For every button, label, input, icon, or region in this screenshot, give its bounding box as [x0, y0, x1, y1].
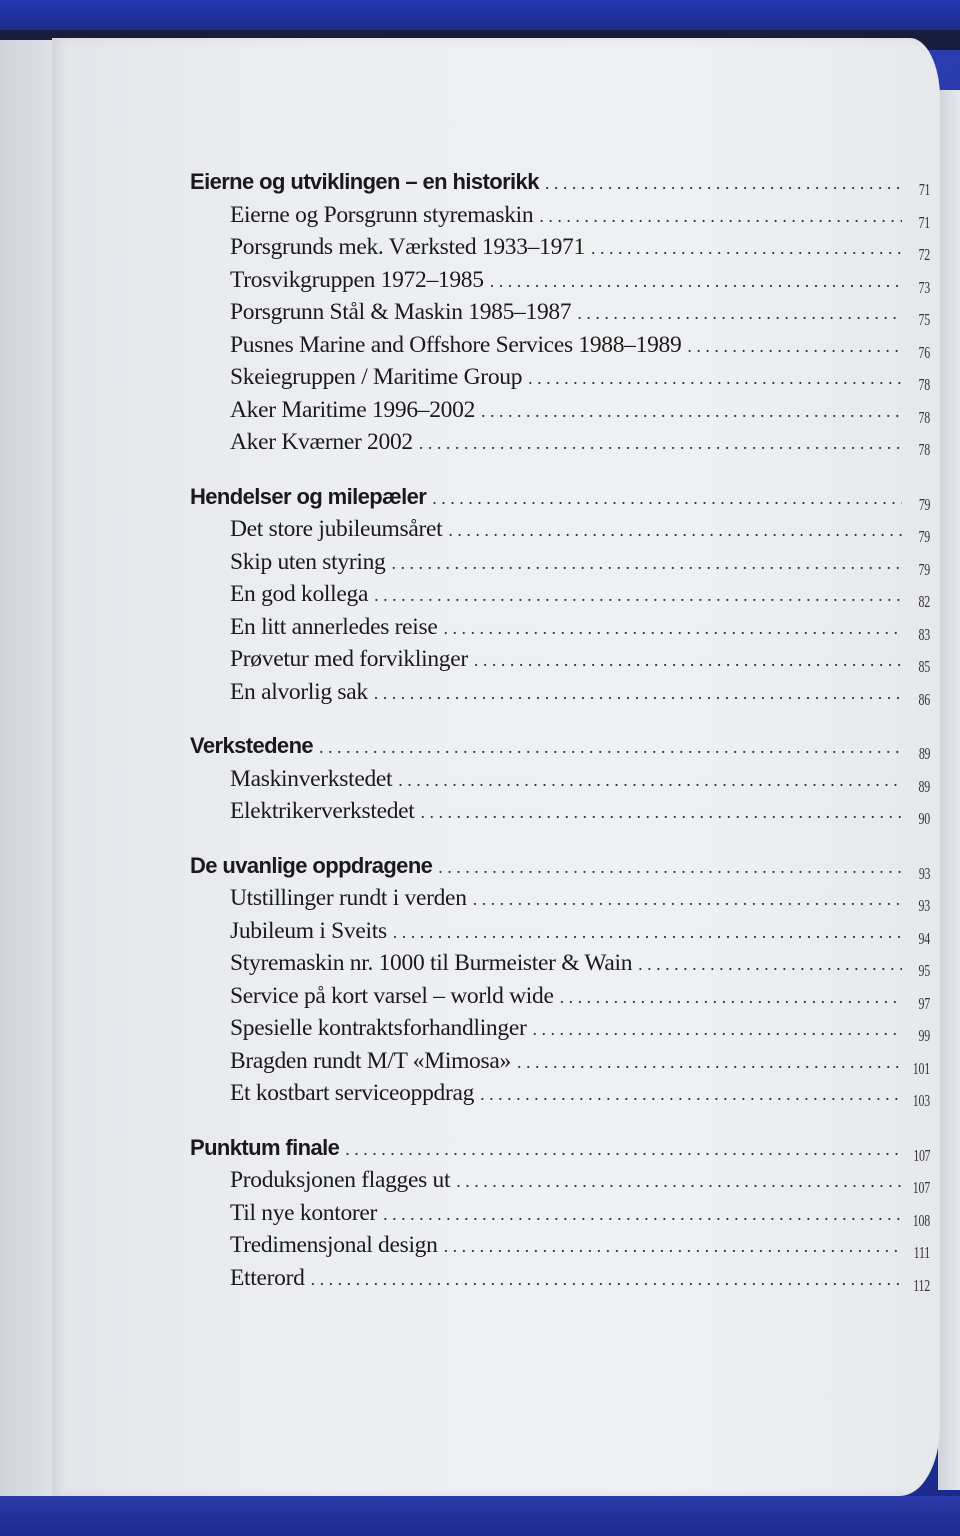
toc-entry: [190, 1045, 930, 1078]
entry-title: Aker Maritime 1996–2002: [230, 396, 476, 423]
previous-page-edge: [0, 40, 60, 1500]
entry-title: Tredimensjonal design: [230, 1232, 438, 1258]
toc-section: [190, 850, 930, 1110]
leader-dots: [444, 1230, 902, 1263]
entry-title: En litt annerledes reise: [230, 613, 438, 640]
page-stack-edge: [938, 90, 960, 1490]
page-number: 94: [918, 928, 930, 948]
page-number: 108: [912, 1210, 930, 1230]
entry-title: Utstillinger rundt i verden: [230, 885, 467, 911]
toc-entry: [190, 426, 930, 459]
page-number: 78: [918, 407, 930, 427]
leader-dots: [577, 297, 902, 330]
toc-entry: [190, 1197, 930, 1230]
page-number: 75: [918, 310, 930, 329]
page-number: 103: [912, 1091, 930, 1110]
section-title: Hendelser og milepæler: [190, 483, 427, 509]
toc-entry: [190, 611, 930, 644]
entry-title: Trosvikgruppen 1972–1985: [230, 266, 484, 293]
entry-title: En god kollega: [230, 581, 369, 607]
toc-section-heading: [190, 1132, 930, 1165]
leader-dots: [419, 427, 902, 460]
page-number: 82: [918, 592, 930, 611]
entry-title: Et kostbart serviceoppdrag: [230, 1080, 475, 1106]
leader-dots: [638, 948, 902, 981]
entry-title: Porsgrunn Stål & Maskin 1985–1987: [230, 299, 572, 325]
toc-entry: [190, 329, 930, 362]
page-number: 78: [918, 375, 930, 394]
entry-title: Eierne og Porsgrunn styremaskin: [230, 201, 534, 228]
toc-entry: [190, 546, 930, 579]
section-title: Eierne og utviklingen – en historikk: [190, 169, 539, 194]
leader-dots: [532, 1013, 902, 1046]
entry-title: Prøvetur med forviklinger: [230, 646, 468, 672]
toc-entry: [190, 1229, 930, 1262]
toc-section-heading: [190, 850, 930, 883]
page-number: 78: [918, 440, 930, 459]
page-number: 111: [913, 1243, 930, 1262]
section-title: Punktum finale: [190, 1134, 340, 1160]
page-number: 89: [918, 776, 930, 796]
entry-title: Aker Kværner 2002: [230, 429, 413, 455]
toc-section: [190, 481, 930, 709]
page-number: 107: [912, 1178, 930, 1197]
leader-dots: [374, 677, 902, 710]
page-number: 71: [918, 212, 930, 232]
leader-dots: [490, 265, 902, 298]
leader-dots: [345, 1133, 902, 1166]
entry-title: Skip uten styring: [230, 548, 386, 575]
leader-dots: [443, 612, 902, 645]
entry-title: Spesielle kontraktsforhandlinger: [230, 1015, 527, 1041]
leader-dots: [473, 883, 902, 916]
entry-title: Skeiegruppen / Maritime Group: [230, 364, 523, 390]
leader-dots: [539, 200, 902, 233]
toc-entry: [190, 578, 930, 611]
page-number: 79: [918, 494, 930, 514]
leader-dots: [545, 167, 902, 200]
entry-title: Til nye kontorer: [230, 1199, 378, 1226]
book-cover-bottom: [0, 1496, 960, 1536]
leader-dots: [480, 1078, 902, 1111]
toc-entry: [190, 361, 930, 394]
leader-dots: [319, 731, 902, 764]
toc-entry: [190, 296, 930, 329]
leader-dots: [481, 395, 902, 428]
entry-title: Porsgrunds mek. Værksted 1933–1971: [230, 234, 585, 260]
leader-dots: [591, 232, 902, 265]
leader-dots: [398, 764, 902, 797]
toc-section-heading: [190, 166, 930, 199]
toc-entry: [190, 1077, 930, 1110]
page-number: 107: [913, 1145, 930, 1165]
leader-dots: [421, 796, 902, 829]
toc-section: [190, 1132, 930, 1295]
entry-title: Produksjonen flagges ut: [230, 1167, 451, 1193]
page-number: 93: [918, 896, 930, 915]
toc-entry: [190, 264, 930, 297]
entry-title: Bragden rundt M/T «Mimosa»: [230, 1047, 511, 1074]
leader-dots: [432, 482, 902, 515]
toc-entry: [190, 882, 930, 915]
leader-dots: [456, 1165, 902, 1198]
toc-entry: [190, 394, 930, 427]
page-number: 112: [913, 1275, 930, 1295]
toc-entry: [190, 1262, 930, 1295]
toc-entry: [190, 199, 930, 232]
page-number: 95: [918, 961, 930, 980]
leader-dots: [438, 851, 902, 884]
page-number: 85: [918, 657, 930, 676]
toc-section: [190, 730, 930, 828]
page-number: 97: [918, 993, 930, 1013]
page-number: 76: [918, 342, 930, 362]
page-number: 99: [918, 1026, 930, 1045]
page-number: 90: [918, 809, 930, 828]
toc-entry: [190, 231, 930, 264]
page-number: 83: [918, 624, 930, 644]
page-number: 79: [918, 527, 930, 546]
toc-entry: [190, 1012, 930, 1045]
leader-dots: [560, 981, 902, 1014]
leader-dots: [474, 644, 902, 677]
page-number: 73: [918, 277, 930, 297]
toc-section-heading: [190, 730, 930, 763]
toc-entry: [190, 795, 930, 828]
leader-dots: [393, 916, 902, 949]
toc-entry: [190, 947, 930, 980]
toc-entry: [190, 676, 930, 709]
entry-title: Styremaskin nr. 1000 til Burmeister & Wain: [230, 950, 633, 976]
toc-entry: [190, 643, 930, 676]
toc-section: [190, 166, 930, 459]
leader-dots: [392, 547, 903, 580]
leader-dots: [528, 362, 902, 395]
entry-title: En alvorlig sak: [230, 678, 368, 705]
page-number: 101: [912, 1058, 930, 1078]
toc-entry: [190, 513, 930, 546]
leader-dots: [517, 1046, 902, 1079]
entry-title: Elektrikerverkstedet: [230, 798, 415, 824]
section-title: De uvanlige oppdragene: [190, 852, 433, 878]
page-number: 79: [918, 559, 930, 579]
toc-section-heading: [190, 481, 930, 514]
toc-entry: [190, 763, 930, 796]
toc-entry: [190, 980, 930, 1013]
toc-entry: [190, 1164, 930, 1197]
entry-title: Maskinverkstedet: [230, 765, 393, 792]
leader-dots: [448, 514, 902, 547]
leader-dots: [383, 1198, 902, 1231]
entry-title: Service på kort varsel – world wide: [230, 982, 554, 1009]
leader-dots: [311, 1263, 902, 1296]
leader-dots: [687, 330, 902, 363]
table-of-contents: [190, 166, 930, 1316]
entry-title: Jubileum i Sveits: [230, 917, 387, 944]
page-number: 72: [918, 245, 930, 264]
leader-dots: [374, 579, 902, 612]
page-number: 86: [918, 689, 930, 709]
toc-entry: [190, 915, 930, 948]
page-number: 93: [918, 863, 930, 883]
section-title: Verkstedene: [190, 733, 314, 758]
page-number: 89: [918, 744, 930, 763]
page-number: 71: [918, 180, 930, 199]
entry-title: Pusnes Marine and Offshore Services 1988–1989: [230, 331, 682, 358]
entry-title: Etterord: [230, 1264, 305, 1291]
entry-title: Det store jubileumsåret: [230, 516, 443, 542]
